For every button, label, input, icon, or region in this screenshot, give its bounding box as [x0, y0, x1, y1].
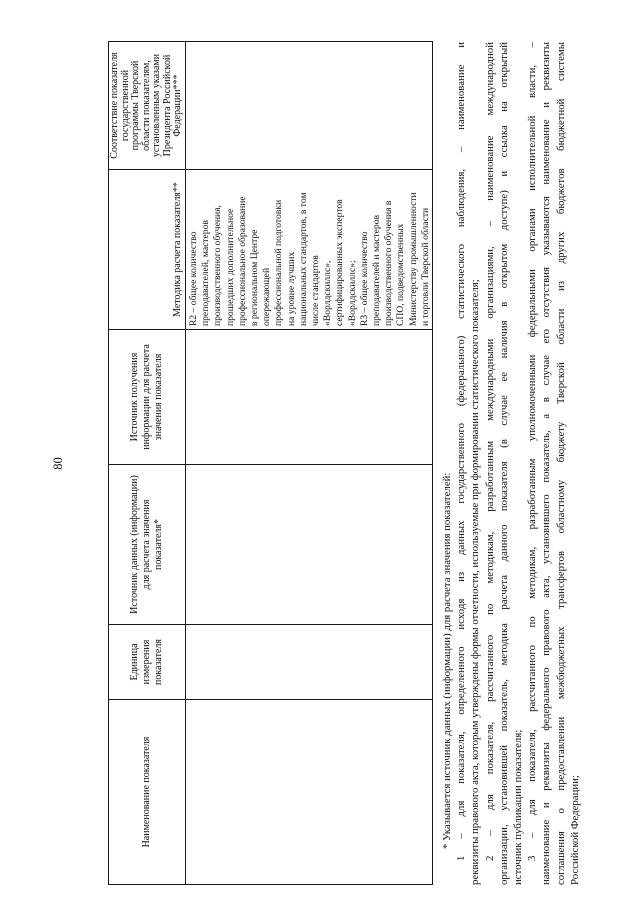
- methodology-line: «Ворлдскиллс»;: [346, 260, 358, 326]
- cell-decree-correspondence: [186, 42, 433, 170]
- methodology-line: сертифицированных экспертов: [334, 199, 346, 326]
- methodology-line: национальных стандартов, в том: [297, 192, 309, 326]
- cell-data-source: [186, 465, 433, 625]
- methodology-line: профессиональное образование: [236, 196, 248, 326]
- header-line: для расчета значения: [141, 499, 152, 590]
- header-line: Источник получения: [129, 352, 140, 442]
- table-header-row: [109, 42, 186, 885]
- header-line: Президента Российской: [161, 54, 173, 157]
- header-indicator-name: [109, 700, 186, 885]
- header-info-source: [109, 330, 186, 465]
- header-line: программы Тверской: [130, 60, 141, 151]
- methodology-line: в региональном Центре: [249, 229, 261, 326]
- header-line: значения показателя: [153, 353, 164, 441]
- cell-methodology: [186, 170, 433, 330]
- methodology-line: числе стандартов: [310, 255, 322, 326]
- cell-indicator-name: [186, 700, 433, 885]
- header-line: показателя: [153, 638, 164, 686]
- methodology-line: Министерству промышленности: [407, 192, 419, 326]
- indicator-table: [108, 41, 433, 885]
- page-number: 80: [51, 457, 65, 470]
- footnote-line: 1 – для показателя, определенного исходя из данных государственного (федерального) статистического наблюдения, – наименование и: [455, 42, 468, 861]
- header-line: Единица: [129, 643, 140, 681]
- footnote-line: организации, установившей показатель, методика расчета данного показателя (в случае ее наличия в открытом доступе) и ссылка на открытый: [497, 42, 510, 885]
- cell-unit: [186, 625, 433, 700]
- footnotes: [440, 42, 582, 885]
- methodology-line: на уровне лучших: [285, 251, 297, 326]
- methodology-line: преподавателей и мастеров: [371, 214, 383, 326]
- header-methodology: [109, 170, 186, 330]
- footnote-line: наименование и реквизиты федерального правового акта, установившего показатель, а в случае его отсутствия указываются наименование и реквизиты: [540, 42, 553, 885]
- methodology-line: профессиональной подготовки: [273, 199, 285, 326]
- methodology-line: R3 – общее количество: [358, 231, 370, 326]
- methodology-line: опережающей: [261, 267, 273, 326]
- methodology-line: производственного обучения,: [212, 205, 224, 326]
- header-decree-correspondence: [109, 42, 186, 170]
- header-line: Методика расчета показателя**: [172, 182, 183, 317]
- footnote-line: источник публикации показателя;: [512, 729, 525, 885]
- header-line: государственной: [119, 69, 131, 142]
- footnote-line: реквизиты правового акта, которым утверждены формы отчетности, используемые при формировании статистического показателя;: [469, 279, 482, 885]
- header-line: Источник данных (информации): [129, 475, 140, 614]
- header-line: Соответствие показателя: [109, 52, 120, 159]
- methodology-line: R2 – общее количество: [188, 231, 199, 326]
- cell-info-source: [186, 330, 433, 465]
- methodology-line: производственного обучения в: [383, 200, 395, 326]
- footnote-line: соглашения о предоставлении межбюджетных трансфертов областному бюджету Тверской области из других бюджетов бюджетной системы: [554, 42, 567, 885]
- header-line: показателя*: [153, 518, 164, 571]
- footnote-line: Российской Федерации;: [568, 775, 581, 885]
- methodology-line: «Ворлдскиллс»,: [322, 260, 334, 326]
- header-line: области показателям,: [140, 60, 152, 151]
- header-line: Федерации***: [172, 74, 183, 137]
- header-line: установленным указами: [151, 53, 162, 158]
- methodology-line: СПО, подведомственных: [395, 223, 407, 326]
- footnote-line: * Указывается источник данных (информации) для расчета значения показателей:: [441, 472, 453, 849]
- header-line: измерения: [141, 639, 152, 685]
- header-line: информации для расчета: [141, 344, 152, 450]
- methodology-line: преподавателей, мастеров: [200, 220, 212, 326]
- table-row: [186, 42, 433, 885]
- header-data-source: [109, 465, 186, 625]
- header-unit: [109, 625, 186, 700]
- header-line: Наименование показателя: [141, 736, 152, 848]
- methodology-line: и торговли Тверской области: [419, 207, 431, 326]
- methodology-line: прошедших дополнительное: [224, 208, 236, 326]
- footnote-line: 2 – для показателя, рассчитанного по методикам, разработанным международными организациями, – наименование международной: [483, 42, 496, 861]
- footnote-line: 3 – для показателя, рассчитанного по методикам, разработанным уполномоченными федеральными органами исполнительной власти, –: [526, 42, 539, 861]
